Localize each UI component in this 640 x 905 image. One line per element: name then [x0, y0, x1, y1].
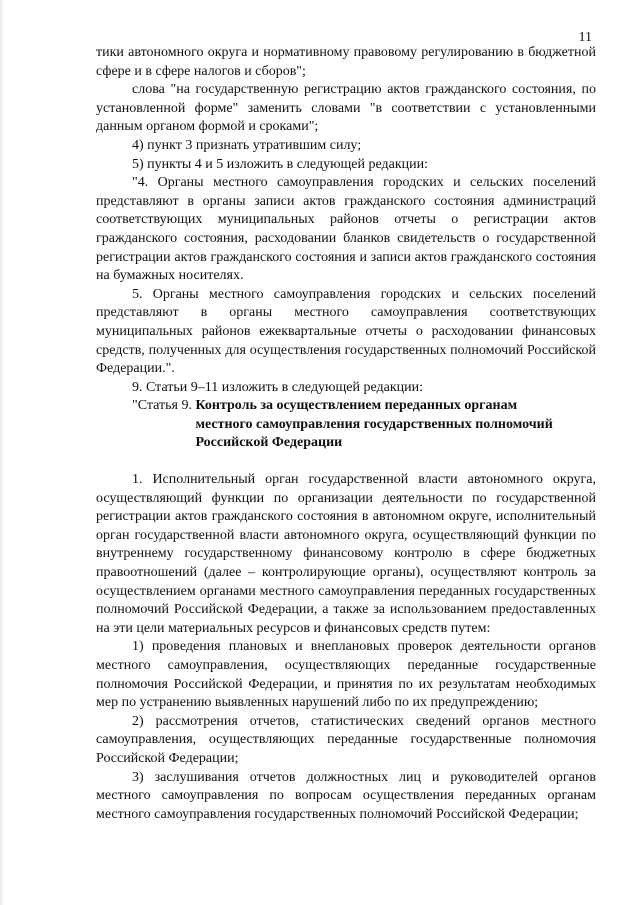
article-label: "Статья 9.: [132, 398, 196, 414]
document-body: [96, 44, 596, 824]
paragraph: 4) пункт 3 признать утратившим силу;: [132, 137, 362, 153]
paragraph: 5) пункты 4 и 5 изложить в следующей редакции:: [132, 156, 429, 172]
list-item: 1) проведения плановых и внеплановых проверок деятельности органов местного самоуправления, осуществляющих переданные государственные полномочия Российской Федерации, и принятия по их результатам необходимых мер по устранению выявленных нарушений либо по их предупреждению;: [96, 639, 596, 711]
list-item: 3) заслушивания отчетов должностных лиц и руководителей органов местного самоуправления по вопросам осуществления переданных органам местного самоуправления государственных полномочий Российской Федерации;: [96, 769, 596, 822]
list-item: 2) рассмотрения отчетов, статистических сведений органов местного самоуправления, осуществляющих переданные государственные полномочия Российской Федерации;: [96, 713, 596, 766]
paragraph-continuation: тики автономного округа и нормативному правовому регулированию в бюджетной сфере и в сфере налогов и сборов";: [96, 45, 596, 79]
paragraph: 9. Статьи 9–11 изложить в следующей редакции:: [132, 379, 424, 395]
section-gap: [96, 453, 596, 471]
article-title: Контроль за осуществлением переданных органам местного самоуправления государственных полномочий Российской Федерации: [195, 398, 553, 451]
article-heading: [96, 397, 596, 453]
paragraph: слова "на государственную регистрацию актов гражданского состояния, по установленной форме" заменить словами "в соответствии с установленными данным органом формой и сроками";: [96, 82, 596, 135]
page-number: 11: [578, 30, 592, 45]
paragraph: "4. Органы местного самоуправления городских и сельских поселений представляют в органы записи актов гражданского состояния администраций соответствующих муниципальных районов отчеты о регистрации актов гражданского состояния, расходовании бланков свидетельств о государственной регистрации актов гражданского состояния и записи актов гражданского состояния на бумажных носителях.: [96, 175, 596, 284]
paragraph: 1. Исполнительный орган государственной власти автономного округа, осуществляющий функции по организации деятельности по государственной регистрации актов гражданского состояния в автономном округе, исполнительный орган государственной власти автономного округа, осуществляющий функции по внутреннему государственному финансовому контролю в сфере бюджетных правоотношений (далее – контролирующие органы), осуществляют контроль за осуществлением органами местного самоуправления переданных государственных полномочий Российской Федерации, а также за использованием предоставленных на эти цели материальных ресурсов и финансовых средств путем:: [96, 472, 596, 636]
scan-edge-shadow: [0, 0, 4, 905]
paragraph: 5. Органы местного самоуправления городских и сельских поселений представляют в органы местного самоуправления соответствующих муниципальных районов ежеквартальные отчеты о расходовании финансовых средств, полученных для осуществления государственных полномочий Российской Федерации.".: [96, 286, 596, 377]
